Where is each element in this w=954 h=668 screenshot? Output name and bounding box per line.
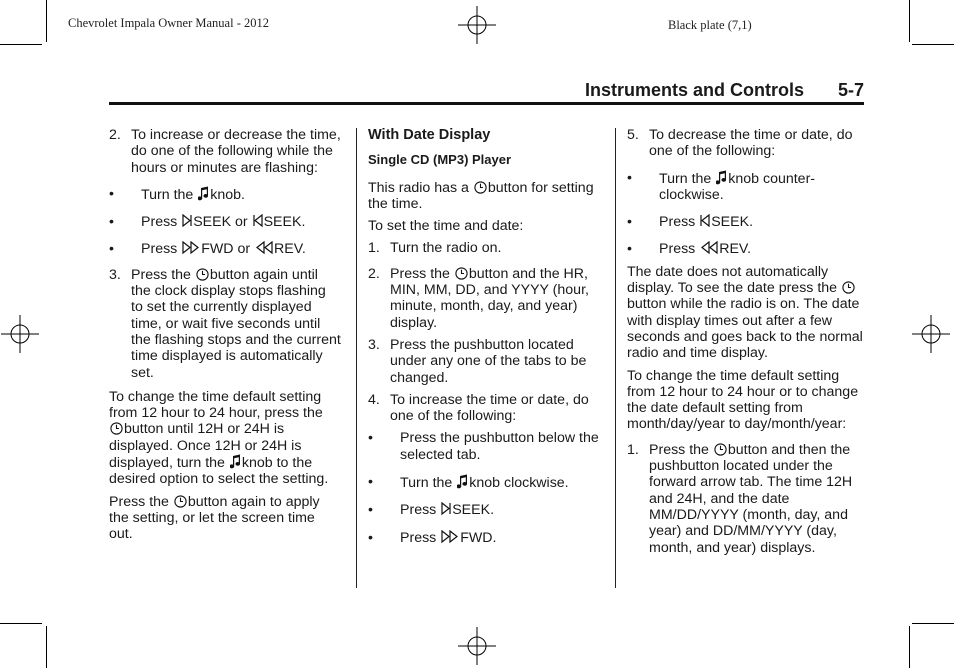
step-text: To increase or decrease the time, do one of the following while the hours or minutes are flashing: [131, 127, 341, 176]
bullet: • [368, 430, 373, 447]
bullet: • [368, 474, 373, 491]
bullet-text: Press [400, 502, 437, 519]
clock-icon [842, 281, 855, 294]
step-number: 5. [627, 127, 639, 143]
step-number: 2. [368, 265, 380, 282]
paragraph: To change the time default setting from 12 hour to 24 hour, press the button until 12H or 24H is displayed. Once 12H or 24H is displayed, turn the knob to the desired option to select the setting. [109, 388, 329, 488]
music-note-knob-icon [716, 170, 727, 185]
bullet-item [627, 241, 865, 257]
registration-mark-icon [912, 315, 950, 353]
bullet-text: Press [141, 214, 178, 231]
step-item [627, 442, 865, 556]
step-item [368, 240, 606, 256]
bullet: • [627, 241, 632, 258]
paragraph: The date does not automatically display. To see the date press the button while the radio is on. The date with display times out after a few seconds and goes back to the normal radio and time display. [627, 263, 863, 362]
seek-down-icon [700, 214, 710, 228]
step-text: To decrease the time or date, do one of the following: [649, 127, 853, 160]
music-note-knob-icon [230, 454, 241, 469]
column-3 [627, 127, 865, 562]
bullet-item [368, 430, 606, 463]
step-item [368, 337, 606, 386]
step-item [368, 266, 606, 331]
clock-icon [714, 443, 727, 456]
bullet-item [109, 214, 341, 230]
seek-up-icon [182, 214, 192, 228]
paragraph: To change the time default setting from 12 hour to 24 hour or to change the date default setting from month/day/year to day/month/year: [627, 367, 859, 433]
bullet-text: REV. [274, 241, 306, 258]
step-text: Turn the radio on. [390, 240, 502, 257]
step-item [109, 267, 341, 381]
crop-mark [0, 44, 42, 45]
bullet-item [368, 502, 606, 518]
clock-icon [474, 181, 487, 194]
bullet: • [109, 241, 114, 258]
clock-icon [455, 267, 468, 280]
paragraph: Press the button again to apply the setting, or let the screen time out. [109, 493, 320, 543]
music-note-knob-icon [198, 186, 209, 201]
step-item [368, 392, 606, 546]
crop-mark [46, 0, 47, 42]
step-text: To increase the time or date, do one of the following: [390, 391, 589, 425]
crop-mark [0, 623, 42, 624]
fast-forward-icon [441, 530, 459, 544]
registration-mark-icon [458, 6, 496, 44]
clock-icon [196, 268, 209, 281]
column-divider [356, 128, 357, 588]
crop-mark [909, 626, 910, 668]
section-heading: With Date Display [368, 127, 491, 143]
bullet: • [109, 185, 114, 202]
step-number: 1. [627, 441, 639, 458]
crop-mark [912, 623, 954, 624]
step-text: button again until the clock display stops flashing to set the currently displayed time, or wait five seconds until the flashing stops and the current time displayed is automatically set. [131, 266, 341, 381]
bullet: • [627, 214, 632, 231]
crop-mark [912, 44, 954, 45]
paragraph: This radio has a button for setting the time. [368, 179, 594, 212]
step-text: button and the HR, MIN, MM, DD, and YYYY (hour, minute, month, day, and year) display. [390, 265, 589, 331]
bullet: • [627, 169, 632, 186]
step-text: Press the [131, 266, 191, 283]
bullet-text: SEEK. [263, 214, 306, 231]
step-text: Press the [390, 265, 450, 282]
bullet-item [627, 170, 865, 204]
bullet-text: FWD. [460, 529, 497, 546]
bullet-text: knob. [210, 186, 245, 203]
plate-title: Chevrolet Impala Owner Manual - 2012 [68, 16, 269, 30]
bullet-text: FWD or [201, 241, 251, 258]
bullet: • [368, 502, 373, 519]
bullet-text: knob clockwise. [469, 475, 569, 492]
bullet-text: Press [141, 241, 178, 258]
bullet-text: knob counter-clockwise. [659, 170, 816, 203]
bullet-text: SEEK. [711, 214, 754, 231]
bullet-item [109, 186, 341, 203]
header-rule [109, 102, 864, 105]
step-number: 3. [368, 336, 380, 353]
seek-up-icon [441, 502, 451, 516]
subsection-heading: Single CD (MP3) Player [368, 152, 512, 168]
music-note-knob-icon [457, 474, 468, 489]
bullet-text: REV. [719, 241, 752, 258]
column-2 [368, 127, 606, 557]
bullet-text: Press [400, 529, 437, 546]
step-number: 4. [368, 391, 380, 408]
plate-id: Black plate (7,1) [668, 18, 752, 32]
step-text: button and then the pushbutton located under the forward arrow tab. The time 12H and 24H, and the date MM/DD/YYYY (month, day, and year) and DD/MM/YYYY (day, month, and year) displays. [649, 441, 853, 556]
column-1 [109, 127, 341, 549]
fast-forward-icon [182, 241, 200, 255]
step-number: 2. [109, 127, 121, 143]
step-item [109, 127, 341, 258]
bullet-item [368, 474, 606, 491]
section-title: Instruments and Controls [584, 80, 804, 100]
crop-mark [909, 0, 910, 42]
page-header [109, 80, 864, 102]
bullet-item [627, 214, 865, 230]
bullet-item [368, 530, 606, 546]
step-number: 1. [368, 240, 380, 257]
bullet-text: Turn the [659, 170, 712, 187]
page-number: 5-7 [837, 80, 864, 100]
rewind-icon [255, 241, 273, 255]
bullet-text: Press [659, 241, 696, 258]
bullet-text: Press the pushbutton below the selected tab. [400, 430, 599, 463]
step-text: Press the pushbutton located under any one of the tabs to be changed. [390, 336, 587, 386]
clock-icon [110, 422, 123, 435]
registration-mark-icon [1, 315, 39, 353]
bullet-text: SEEK or [193, 214, 248, 231]
bullet-text: Turn the [141, 186, 194, 203]
bullet: • [368, 529, 373, 546]
step-number: 3. [109, 266, 121, 283]
paragraph: To set the time and date: [368, 218, 524, 235]
crop-mark [46, 626, 47, 668]
clock-icon [174, 495, 187, 508]
step-text: Press the [649, 441, 709, 458]
seek-down-icon [253, 214, 263, 228]
step-item [627, 127, 865, 258]
registration-mark-icon [458, 627, 496, 665]
bullet-text: Press [659, 214, 696, 231]
column-divider [615, 128, 616, 588]
bullet-text: Turn the [400, 475, 453, 492]
bullet-item [109, 241, 341, 257]
bullet-text: SEEK. [452, 502, 495, 519]
bullet: • [109, 214, 114, 231]
rewind-icon [700, 241, 718, 255]
